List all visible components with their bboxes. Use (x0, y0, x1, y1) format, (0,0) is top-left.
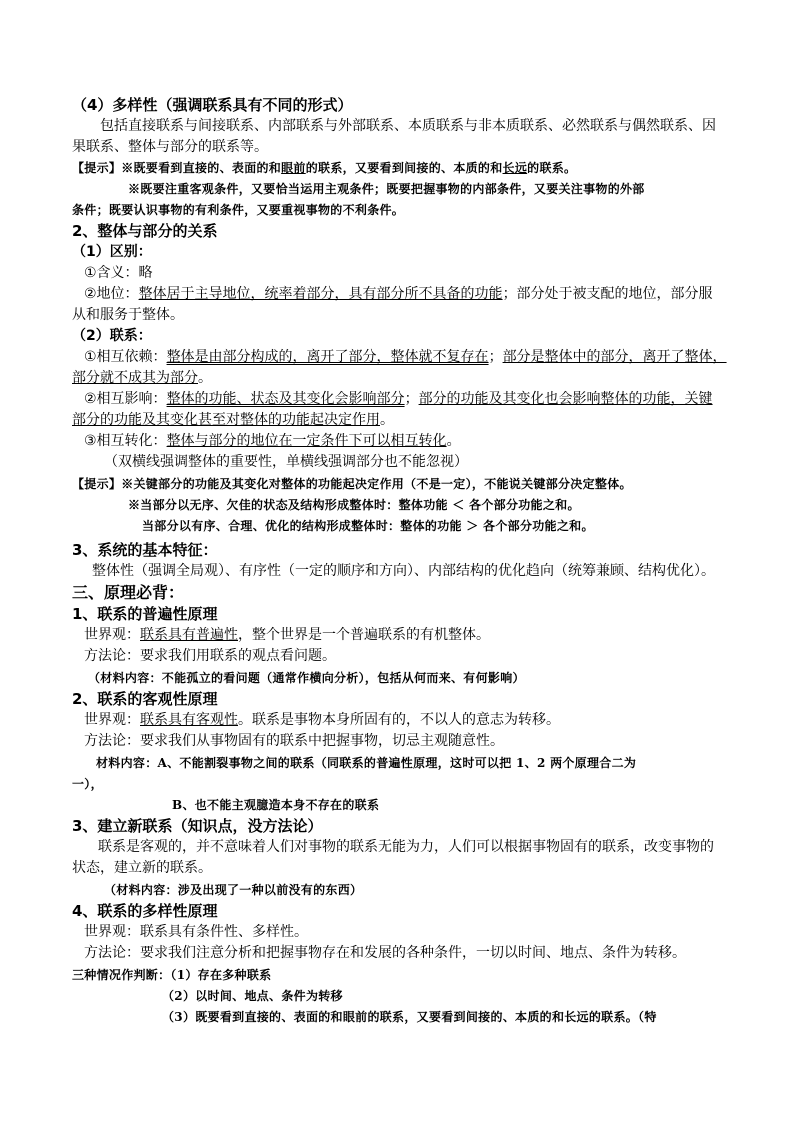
section-title-diversity: （4）多样性（强调联系具有不同的形式） (72, 96, 353, 114)
item-label: ③相互转化： (84, 433, 167, 449)
underlined-text: 联系具有普遍性 (140, 627, 238, 643)
material-note: 一）， (72, 777, 103, 791)
tip-line (72, 474, 632, 494)
material-note: （材料内容：不能孤立的看问题（通常作横向分析），包括从何而来、有何影响） (88, 671, 525, 685)
item-text: 。 (446, 433, 461, 449)
paragraph: 包括直接联系与间接联系、内部联系与外部联系、本质联系与非本质联系、必然联系与偶然联系、因 (100, 118, 716, 134)
list-item-continuation (72, 410, 394, 430)
worldview-line (84, 625, 490, 645)
double-underlined-text: 整体的功能、状态及其变化会影响部分 (166, 391, 405, 407)
tip-label: 【提示】 (72, 477, 122, 491)
section-title-system: 3、系统的基本特征： (72, 541, 218, 559)
list-item-continuation (72, 368, 212, 388)
item-text: ；部分处于被支配的地位，部分服 (502, 286, 713, 302)
material-note: 材料内容：A、不能割裂事物之间的联系（同联系的普遍性原理，这时可以把 1、2 两个原理合二为 (96, 756, 637, 770)
underlined-text: 整体与部分的地位在一定条件下可以相互转化 (166, 433, 447, 449)
tip-emphasis: 长远 (502, 161, 528, 175)
list-item: ①含义：略 (84, 265, 153, 281)
item-text: ； (404, 391, 419, 407)
tip-line: ※既要注重客观条件，又要恰当运用主观条件；既要把握事物的内部条件，又要关注事物的外部 (128, 182, 645, 196)
worldview-line (84, 710, 560, 730)
tip-text: 的联系，又要看到间接的、本质的和 (305, 161, 503, 175)
paragraph: 状态，建立新的联系。 (72, 860, 212, 876)
material-note: （材料内容：涉及出现了一种以前没有的东西） (104, 883, 363, 897)
tip-emphasis: 眼前 (281, 161, 306, 175)
subsection-title: （2）联系： (72, 328, 152, 344)
material-note: B、也不能主观臆造本身不存在的联系 (172, 798, 380, 812)
list-item (84, 284, 713, 304)
item-label: 世界观： (84, 712, 140, 728)
judgement-line: （2）以时间、地点、条件为转移 (162, 989, 343, 1003)
list-item (84, 389, 713, 409)
principles-title: 三、原理必背： (72, 583, 185, 602)
tip-line: ※当部分以无序、欠佳的状态及结构形成整体时：整体功能 ＜ 各个部分功能之和。 (128, 498, 580, 512)
tip-line: 当部分以有序、合理、优化的结构形成整体时：整体的功能 ＞ 各个部分功能之和。 (142, 519, 594, 533)
tip-text: ※关键部分的功能及其变化对整体的功能起决定作用（不是一定），不能说关键部分决定整体。 (121, 477, 632, 491)
underlined-text: 联系具有客观性 (140, 712, 238, 728)
item-label: ②地位： (84, 286, 139, 302)
tip-line: 条件；既要认识事物的有利条件，又要重视事物的不利条件。 (72, 203, 405, 217)
item-text: ，整个世界是一个普遍联系的有机整体。 (238, 627, 490, 643)
item-label: ②相互影响： (84, 391, 167, 407)
tip-label: 【提示】 (72, 161, 122, 175)
underlined-text: 部分就不成其为部分 (72, 370, 198, 386)
item-label: ①相互依赖： (84, 349, 167, 365)
list-item (84, 431, 461, 451)
methodology-line: 方法论：要求我们注意分析和把握事物存在和发展的各种条件，一切以时间、地点、条件为转移。 (84, 945, 686, 961)
section-title-whole-part: 2、整体与部分的关系 (72, 222, 218, 240)
underlined-text: 整体居于主导地位，统率着部分，具有部分所不具备的功能 (138, 286, 503, 302)
worldview-line: 世界观：联系具有条件性、多样性。 (84, 924, 308, 940)
note: （双横线强调整体的重要性，单横线强调部分也不能忽视） (104, 454, 468, 470)
tip-text: ※既要看到直接的、表面的和 (121, 161, 282, 175)
underlined-text: 部分是整体中的部分，离开了整体， (502, 349, 727, 365)
underlined-text: 部分的功能及其变化也会影响整体的功能，关键 (418, 391, 713, 407)
item-text: 。联系是事物本身所固有的，不以人的意志为转移。 (238, 712, 560, 728)
list-item (84, 347, 727, 367)
methodology-line: 方法论：要求我们从事物固有的联系中把握事物，切忌主观随意性。 (84, 733, 504, 749)
paragraph: 整体性（强调全局观）、有序性（一定的顺序和方向）、内部结构的优化趋向（统筹兼顾、结构优化）。 (92, 563, 715, 579)
item-text: 。 (198, 370, 212, 386)
item-label: 世界观： (84, 627, 140, 643)
tip-line (72, 158, 576, 178)
principle-title: 3、建立新联系（知识点，没方法论） (72, 817, 323, 835)
paragraph: 果联系、整体与部分的联系等。 (72, 139, 268, 155)
list-item-continuation: 从和服务于整体。 (72, 307, 184, 323)
item-text: ； (488, 349, 503, 365)
principle-title: 2、联系的客观性原理 (72, 690, 218, 708)
methodology-line: 方法论：要求我们用联系的观点看问题。 (84, 648, 336, 664)
item-text: 。 (380, 412, 394, 428)
judgement-line: 三种情况作判断：（1）存在多种联系 (72, 968, 272, 982)
subsection-title: （1）区别： (72, 244, 152, 260)
underlined-text: 部分的功能及其变化甚至对整体的功能起决定作用 (72, 412, 380, 428)
double-underlined-text: 整体是由部分构成的，离开了部分，整体就不复存在 (166, 349, 489, 365)
tip-text: 的联系。 (527, 161, 577, 175)
principle-title: 4、联系的多样性原理 (72, 902, 218, 920)
judgement-line: （3）既要看到直接的、表面的和眼前的联系，又要看到间接的、本质的和长远的联系。（特 (162, 1010, 657, 1024)
paragraph: 联系是客观的，并不意味着人们对事物的联系无能为力，人们可以根据事物固有的联系，改变事物的 (98, 839, 714, 855)
principle-title: 1、联系的普遍性原理 (72, 605, 218, 623)
